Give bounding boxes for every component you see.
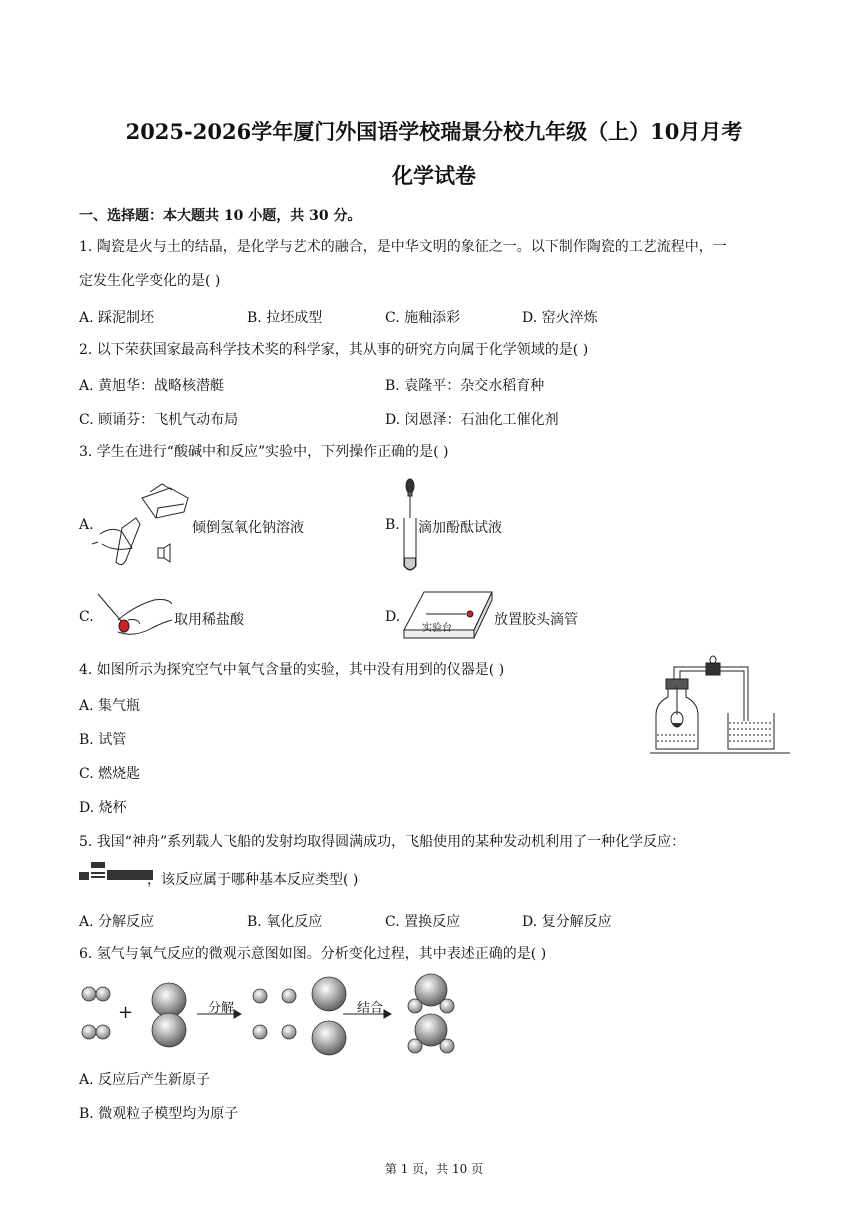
q3-option-b-letter: B. bbox=[385, 517, 400, 533]
q3-option-a-letter: A. bbox=[79, 517, 94, 533]
q4-option-b: B. 试管 bbox=[79, 732, 127, 748]
page-subtitle: 化学试卷 bbox=[392, 163, 476, 188]
q2-option-d: D. 闵恩泽：石油化工催化剂 bbox=[385, 412, 559, 428]
q6-option-a: A. 反应后产生新原子 bbox=[79, 1072, 211, 1088]
q5-option-a: A. 分解反应 bbox=[79, 914, 155, 930]
q3-option-a-caption: 倾倒氢氧化钠溶液 bbox=[192, 520, 304, 536]
q3-option-d-letter: D. bbox=[385, 609, 401, 625]
q1-stem-line1: 1. 陶瓷是火与土的结晶，是化学与艺术的融合，是中华文明的象征之一。以下制作陶瓷的工艺流程中，一 bbox=[79, 239, 727, 255]
q5-option-d: D. 复分解反应 bbox=[522, 914, 612, 930]
q6-stem: 6. 氢气与氧气反应的微观示意图如图。分析变化过程，其中表述正确的是( ) bbox=[79, 946, 547, 962]
q1-option-b: B. 拉坯成型 bbox=[247, 310, 323, 326]
section-heading: 一、选择题：本大题共 10 小题，共 30 分。 bbox=[79, 208, 362, 224]
q1-option-a: A. 踩泥制坯 bbox=[79, 310, 155, 326]
arrow-label-decompose: 分解 bbox=[208, 1001, 235, 1016]
q1-stem-line2: 定发生化学变化的是( ) bbox=[79, 273, 221, 289]
q3-option-c-letter: C. bbox=[79, 609, 94, 625]
q5-option-c: C. 置换反应 bbox=[385, 914, 461, 930]
q5-option-b: B. 氧化反应 bbox=[247, 914, 323, 930]
plus-sign: + bbox=[118, 1002, 134, 1023]
q1-option-d: D. 窑火淬炼 bbox=[522, 310, 598, 326]
molecule-reaction-diagram bbox=[79, 970, 469, 1062]
q6-option-b: B. 微观粒子模型均为原子 bbox=[79, 1106, 239, 1122]
q2-stem: 2. 以下荣获国家最高科学技术奖的科学家，其从事的研究方向属于化学领域的是( ) bbox=[79, 342, 589, 358]
reaction-equation-image bbox=[79, 862, 157, 892]
oxygen-apparatus-illustration bbox=[650, 657, 790, 757]
q5-stem-line2: ，该反应属于哪种基本反应类型( ) bbox=[147, 872, 359, 888]
q5-stem: 5. 我国“神舟”系列载人飞船的发射均取得圆满成功，飞船使用的某种发动机利用了一种化学反应： bbox=[79, 834, 686, 850]
q3-stem: 3. 学生在进行“酸碱中和反应”实验中，下列操作正确的是( ) bbox=[79, 444, 449, 460]
page-title: 2025-2026学年厦门外国语学校瑞景分校九年级（上）10月月考 bbox=[125, 119, 743, 144]
q3-option-c-caption: 取用稀盐酸 bbox=[174, 612, 244, 628]
q4-stem: 4. 如图所示为探究空气中氧气含量的实验，其中没有用到的仪器是( ) bbox=[79, 662, 505, 678]
q1-option-c: C. 施釉添彩 bbox=[385, 310, 461, 326]
q2-option-c: C. 顾诵芬：飞机气动布局 bbox=[79, 412, 239, 428]
q4-option-d: D. 烧杯 bbox=[79, 800, 127, 816]
q2-option-a: A. 黄旭华：战略核潜艇 bbox=[79, 378, 225, 394]
dropper-hand-illustration bbox=[94, 592, 174, 642]
lab-bench-label: 实验台 bbox=[422, 623, 452, 634]
q3-option-b-caption: 滴加酚酞试液 bbox=[418, 520, 502, 536]
q4-option-a: A. 集气瓶 bbox=[79, 698, 141, 714]
page-number: 第 1 页，共 10 页 bbox=[384, 1162, 484, 1176]
q3-option-d-caption: 放置胶头滴管 bbox=[494, 612, 578, 628]
q2-option-b: B. 袁隆平：杂交水稻育种 bbox=[385, 378, 545, 394]
q4-option-c: C. 燃烧匙 bbox=[79, 766, 141, 782]
arrow-label-combine: 结合 bbox=[357, 1001, 384, 1016]
pour-solution-illustration bbox=[92, 478, 192, 568]
